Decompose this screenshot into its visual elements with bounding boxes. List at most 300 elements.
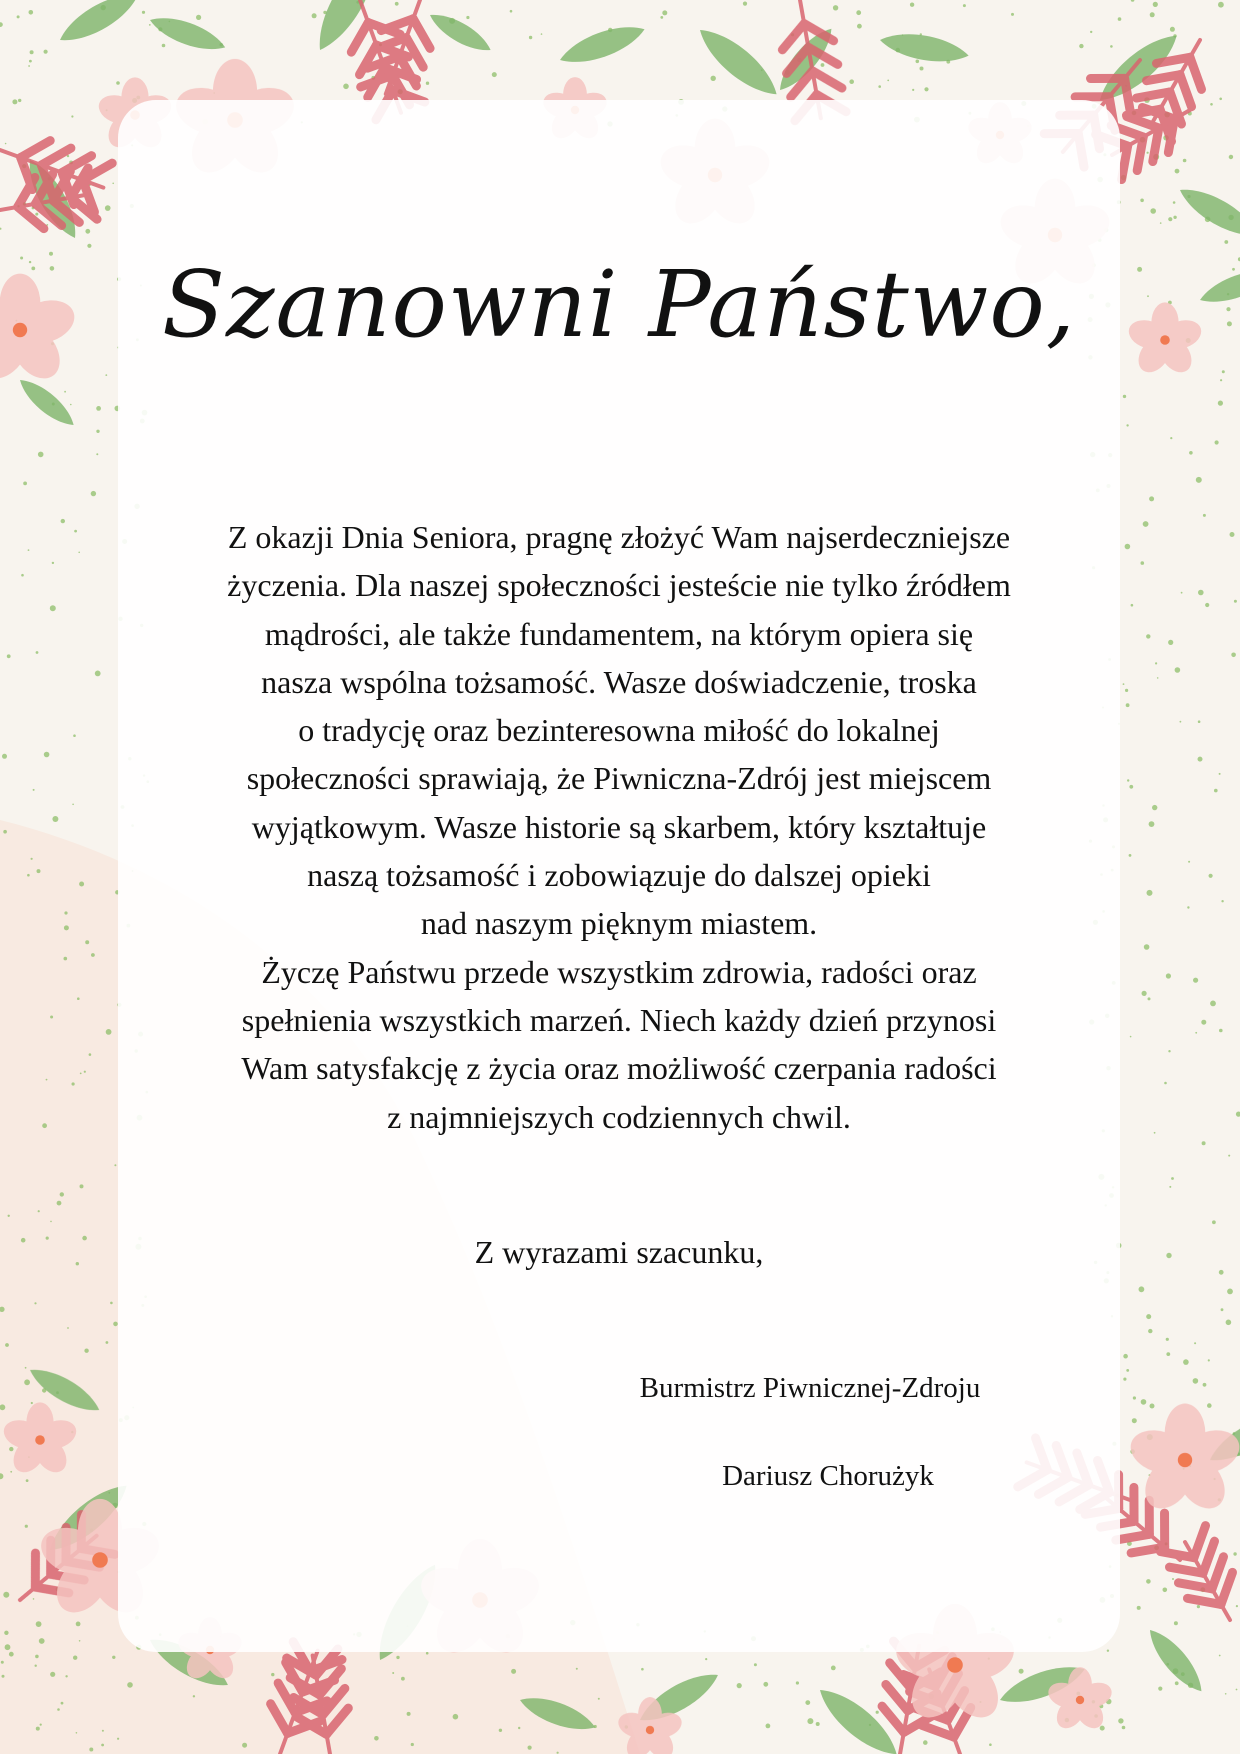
speckle	[1180, 721, 1182, 723]
speckle	[57, 1201, 62, 1206]
speckle	[2, 754, 7, 759]
speckle	[1166, 1253, 1171, 1258]
speckle	[920, 67, 924, 71]
speckle	[963, 4, 966, 7]
speckle	[910, 2, 914, 6]
speckle	[21, 574, 24, 577]
speckle	[856, 10, 861, 15]
speckle	[87, 244, 91, 248]
speckle	[1194, 1342, 1196, 1344]
speckle	[541, 33, 543, 35]
speckle	[112, 183, 114, 185]
speckle	[28, 65, 30, 67]
speckle	[5, 143, 7, 145]
speckle	[1125, 544, 1131, 550]
speckle	[64, 957, 68, 961]
speckle	[35, 1655, 39, 1659]
speckle	[1173, 201, 1176, 204]
speckle	[76, 1732, 78, 1734]
speckle	[711, 76, 716, 81]
speckle	[89, 1748, 93, 1752]
speckle	[1131, 604, 1134, 607]
speckle	[1222, 370, 1225, 373]
speckle	[82, 1236, 87, 1241]
speckle	[50, 1221, 52, 1223]
speckle	[1202, 1141, 1206, 1145]
speckle	[1107, 1650, 1109, 1652]
speckle	[1132, 1418, 1137, 1423]
speckle	[31, 858, 33, 860]
speckle	[1118, 17, 1122, 21]
speckle	[96, 453, 98, 455]
speckle	[1150, 12, 1155, 17]
body-line: Wam satysfakcję z życia oraz możliwość czerpania radości	[241, 1050, 997, 1087]
speckle	[1150, 1404, 1155, 1409]
speckle	[1209, 874, 1213, 878]
speckle	[29, 60, 32, 63]
speckle	[89, 1053, 92, 1056]
speckle	[529, 36, 532, 39]
speckle	[242, 1743, 247, 1748]
speckle	[453, 1714, 459, 1720]
speckle	[1236, 1689, 1238, 1691]
speckle	[1219, 1655, 1221, 1657]
speckle	[1123, 683, 1125, 685]
speckle	[1236, 1112, 1240, 1117]
speckle	[1226, 307, 1230, 311]
speckle	[1210, 1001, 1216, 1007]
speckle	[1163, 1588, 1168, 1593]
speckle	[1166, 1338, 1169, 1341]
leaf-shape	[691, 20, 785, 105]
speckle	[3, 1592, 9, 1598]
speckle	[64, 911, 67, 914]
speckle	[876, 1711, 879, 1714]
speckle	[105, 205, 111, 211]
speckle	[1232, 268, 1235, 271]
speckle	[36, 1621, 42, 1627]
body-line: życzenia. Dla naszej społeczności jesteście nie tylko źródłem	[227, 567, 1011, 604]
speckle	[1171, 1177, 1174, 1180]
speckle	[1221, 900, 1223, 902]
leaf-shape	[1174, 179, 1240, 245]
speckle	[149, 24, 151, 26]
speckle	[52, 816, 58, 822]
speckle	[29, 10, 34, 15]
speckle	[1219, 1029, 1223, 1033]
speckle	[1174, 1621, 1178, 1625]
body-line: mądrości, ale także fundamentem, na którym opiera się	[264, 615, 974, 652]
speckle	[12, 99, 17, 104]
speckle	[64, 391, 66, 393]
speckle	[1219, 1270, 1224, 1275]
speckle	[1170, 437, 1172, 439]
speckle	[96, 406, 101, 411]
speckle	[1123, 395, 1126, 398]
leaf-shape	[425, 7, 495, 58]
speckle	[71, 115, 73, 117]
speckle	[763, 1682, 768, 1687]
speckle	[61, 1702, 64, 1705]
speckle	[598, 1698, 600, 1700]
body-line: wyjątkowym. Wasze historie są skarbem, który kształtuje	[251, 808, 987, 845]
speckle	[44, 50, 48, 54]
speckle	[576, 1668, 578, 1670]
speckle	[1227, 1289, 1233, 1295]
speckle	[833, 5, 838, 10]
speckle	[1173, 216, 1176, 219]
speckle	[37, 869, 41, 873]
speckle	[916, 60, 920, 64]
speckle	[64, 925, 69, 930]
speckle	[1224, 240, 1228, 244]
speckle	[660, 16, 663, 19]
speckle	[1212, 1220, 1216, 1224]
speckle	[117, 1738, 119, 1740]
speckle	[1214, 789, 1218, 793]
speckle	[1227, 321, 1232, 326]
speckle	[1187, 906, 1189, 908]
speckle	[1183, 1359, 1189, 1365]
speckle	[1131, 0, 1135, 2]
speckle	[31, 1402, 33, 1404]
speckle	[70, 404, 72, 406]
speckle	[18, 99, 21, 102]
speckle	[557, 1752, 559, 1754]
speckle	[271, 1673, 274, 1676]
speckle	[76, 1262, 79, 1265]
speckle	[1164, 1082, 1167, 1085]
speckle	[91, 491, 96, 496]
speckle	[1166, 1352, 1170, 1356]
speckle	[510, 10, 513, 13]
body-line: o tradycję oraz bezinteresowna miłość do lokalnej	[298, 712, 940, 749]
speckle	[1148, 997, 1151, 1000]
speckle	[392, 1672, 394, 1674]
speckle	[0, 22, 3, 27]
speckle	[21, 1238, 26, 1243]
speckle	[518, 1727, 520, 1729]
speckle	[105, 374, 107, 376]
speckle	[91, 953, 95, 957]
speckle	[79, 1640, 81, 1642]
speckle	[1147, 890, 1153, 896]
speckle	[9, 1652, 14, 1657]
speckle	[31, 267, 35, 271]
speckle	[343, 84, 349, 90]
speckle	[84, 1071, 86, 1073]
speckle	[989, 1743, 992, 1746]
speckle	[26, 1479, 29, 1482]
speckle	[1142, 991, 1147, 996]
speckle	[1175, 1681, 1179, 1685]
body-line: z najmniejszych codziennych chwil.	[387, 1098, 851, 1135]
speckle	[1147, 295, 1149, 297]
speckle	[1203, 1383, 1207, 1387]
speckle	[849, 79, 854, 84]
speckle	[492, 72, 497, 77]
leaf-shape	[1142, 1623, 1210, 1698]
speckle	[44, 752, 50, 758]
speckle	[10, 1471, 12, 1473]
speckle	[1193, 1378, 1199, 1384]
speckle	[20, 257, 23, 260]
speckle	[73, 1656, 77, 1660]
speckle	[401, 1677, 405, 1681]
speckle	[142, 11, 145, 14]
speckle	[85, 940, 89, 944]
speckle	[80, 1073, 82, 1075]
speckle	[662, 10, 667, 15]
speckle	[887, 80, 889, 82]
speckle	[33, 1598, 35, 1600]
speckle	[1219, 773, 1221, 775]
speckle	[1139, 1286, 1145, 1292]
speckle	[78, 552, 80, 554]
speckle	[426, 1652, 429, 1655]
speckle	[38, 452, 44, 458]
speckle	[96, 430, 99, 433]
speckle	[1169, 1186, 1171, 1188]
speckle	[42, 1123, 47, 1128]
speckle	[499, 1729, 502, 1732]
speckle	[1166, 973, 1171, 978]
speckle	[46, 1237, 49, 1240]
speckle	[23, 482, 27, 486]
leaf-shape	[146, 10, 229, 58]
speckle	[74, 530, 77, 533]
speckle	[8, 1215, 10, 1217]
speckle	[1203, 514, 1206, 517]
speckle	[33, 789, 35, 791]
fern-shape	[0, 168, 97, 236]
speckle	[374, 1736, 379, 1741]
speckle	[1126, 1369, 1129, 1372]
speckle	[1188, 861, 1190, 863]
speckle	[1229, 155, 1233, 159]
speckle	[1181, 592, 1183, 594]
salutation: Szanowni Państwo,	[161, 251, 1077, 358]
speckle	[4, 1631, 8, 1635]
speckle	[25, 1525, 28, 1528]
speckle	[1152, 805, 1157, 810]
speckle	[1137, 267, 1142, 272]
speckle	[1150, 208, 1156, 214]
speckle	[831, 1666, 836, 1671]
speckle	[1154, 1132, 1156, 1134]
speckle	[1218, 2, 1224, 8]
speckle	[1220, 379, 1222, 381]
speckle	[1123, 1378, 1126, 1381]
speckle	[1207, 1403, 1212, 1408]
speckle	[1153, 2, 1158, 7]
body-line: Życzę Państwu przede wszystkim zdrowia, radości oraz	[261, 953, 977, 990]
speckle	[1198, 590, 1204, 596]
speckle	[9, 1447, 13, 1451]
speckle	[116, 81, 120, 85]
speckle	[1168, 640, 1173, 645]
speckle	[39, 1638, 45, 1644]
speckle	[52, 562, 54, 564]
speckle	[7, 654, 11, 658]
speckle	[34, 1302, 36, 1304]
speckle	[1146, 1579, 1151, 1584]
speckle	[1129, 785, 1133, 789]
speckle	[528, 1746, 532, 1750]
speckle	[5, 1644, 11, 1650]
speckle	[737, 1683, 742, 1688]
speckle	[50, 1672, 55, 1677]
speckle	[46, 1079, 48, 1081]
speckle	[101, 1744, 104, 1747]
leaf-shape	[878, 28, 971, 68]
speckle	[1118, 1718, 1123, 1723]
speckle	[1215, 440, 1219, 444]
speckle	[84, 1349, 88, 1353]
speckle	[395, 2, 399, 6]
speckle	[1189, 451, 1193, 455]
speckle	[396, 1656, 399, 1659]
speckle	[35, 1665, 37, 1667]
speckle	[1218, 401, 1223, 406]
speckle	[1175, 169, 1180, 174]
speckle	[1123, 1354, 1128, 1359]
speckle	[1137, 1606, 1141, 1610]
speckle	[1205, 603, 1209, 607]
body-line: spełnienia wszystkich marzeń. Niech każdy dzień przynosi	[241, 1001, 997, 1038]
speckle	[1149, 821, 1155, 827]
speckle	[1234, 600, 1237, 603]
speckle	[50, 266, 55, 271]
speckle	[1233, 1552, 1236, 1555]
speckle	[76, 1622, 81, 1627]
speckle	[1172, 1578, 1174, 1580]
speckle	[1143, 521, 1149, 527]
speckle	[1208, 1359, 1210, 1361]
speckle	[805, 1700, 810, 1705]
speckle	[57, 1708, 60, 1711]
speckle	[79, 882, 84, 887]
speckle	[857, 24, 862, 29]
speckle	[1155, 662, 1157, 664]
speckle	[1125, 689, 1128, 692]
speckle	[807, 1718, 813, 1724]
body-line: naszą tożsamość i zobowiązuje do dalszej opieki	[307, 857, 931, 894]
speckle	[923, 1740, 928, 1745]
speckle	[1019, 1669, 1024, 1674]
speckle	[27, 874, 30, 877]
speckle	[95, 671, 101, 677]
speckle	[1198, 720, 1201, 723]
speckle	[1122, 1726, 1126, 1730]
speckle	[796, 1681, 799, 1684]
speckle	[641, 1668, 644, 1671]
signature-name: Dariusz Chorużyk	[722, 1460, 934, 1492]
speckle	[36, 651, 39, 654]
speckle	[705, 1658, 707, 1660]
speckle	[127, 1682, 133, 1688]
letter-body	[118, 513, 1120, 1141]
speckle	[1225, 1693, 1227, 1695]
speckle	[0, 228, 2, 230]
speckle	[1130, 1036, 1132, 1038]
speckle	[112, 1656, 115, 1659]
speckle	[1126, 703, 1130, 707]
speckle	[193, 1695, 195, 1697]
speckle	[821, 63, 825, 67]
speckle	[1230, 532, 1235, 537]
speckle	[1011, 13, 1014, 16]
speckle	[1147, 152, 1149, 154]
speckle	[35, 213, 38, 216]
speckle	[29, 261, 31, 263]
speckle	[1231, 653, 1236, 658]
speckle	[912, 89, 914, 91]
speckle	[2, 1675, 5, 1678]
speckle	[5, 1343, 9, 1347]
speckle	[67, 1327, 69, 1329]
speckle	[924, 87, 928, 91]
speckle	[1126, 424, 1128, 426]
speckle	[1195, 1032, 1197, 1034]
speckle	[754, 1663, 757, 1666]
speckle	[1236, 1605, 1238, 1607]
speckle	[766, 1724, 771, 1729]
leaf-shape	[556, 18, 649, 72]
speckle	[73, 734, 76, 737]
speckle	[1170, 27, 1175, 32]
speckle	[1198, 757, 1203, 762]
closing-phrase: Z wyrazami szacunku,	[474, 1234, 764, 1270]
speckle	[1140, 199, 1144, 203]
speckle	[1160, 222, 1162, 224]
speckle	[65, 1675, 67, 1677]
speckle	[36, 1727, 40, 1731]
speckle	[61, 519, 65, 523]
speckle	[1144, 944, 1150, 950]
speckle	[60, 1192, 64, 1196]
speckle	[25, 1367, 27, 1369]
speckle	[1193, 978, 1198, 983]
speckle	[743, 2, 747, 6]
speckle	[50, 605, 56, 611]
speckle	[1149, 496, 1154, 501]
speckle	[1133, 1396, 1136, 1399]
leaf-shape	[54, 0, 144, 51]
speckle	[466, 16, 469, 19]
speckle	[1158, 1687, 1162, 1691]
speckle	[511, 1669, 516, 1674]
speckle	[816, 1722, 820, 1726]
speckle	[162, 44, 166, 48]
speckle	[1228, 1155, 1230, 1157]
speckle	[426, 82, 429, 85]
speckle	[38, 1210, 40, 1212]
speckle	[1146, 634, 1150, 638]
speckle	[80, 1184, 84, 1188]
speckle	[3, 830, 7, 834]
body-line: nasza wspólna tożsamość. Wasze doświadczenie, troska	[261, 663, 977, 700]
speckle	[1226, 1320, 1232, 1326]
speckle	[1, 1661, 4, 1664]
speckle	[1157, 677, 1159, 679]
signature-role: Burmistrz Piwnicznej-Zdroju	[639, 1372, 981, 1404]
speckle	[106, 1029, 112, 1035]
speckle	[312, 13, 317, 18]
speckle	[1197, 1605, 1200, 1608]
leaf-shape	[14, 373, 80, 432]
speckle	[196, 15, 201, 20]
